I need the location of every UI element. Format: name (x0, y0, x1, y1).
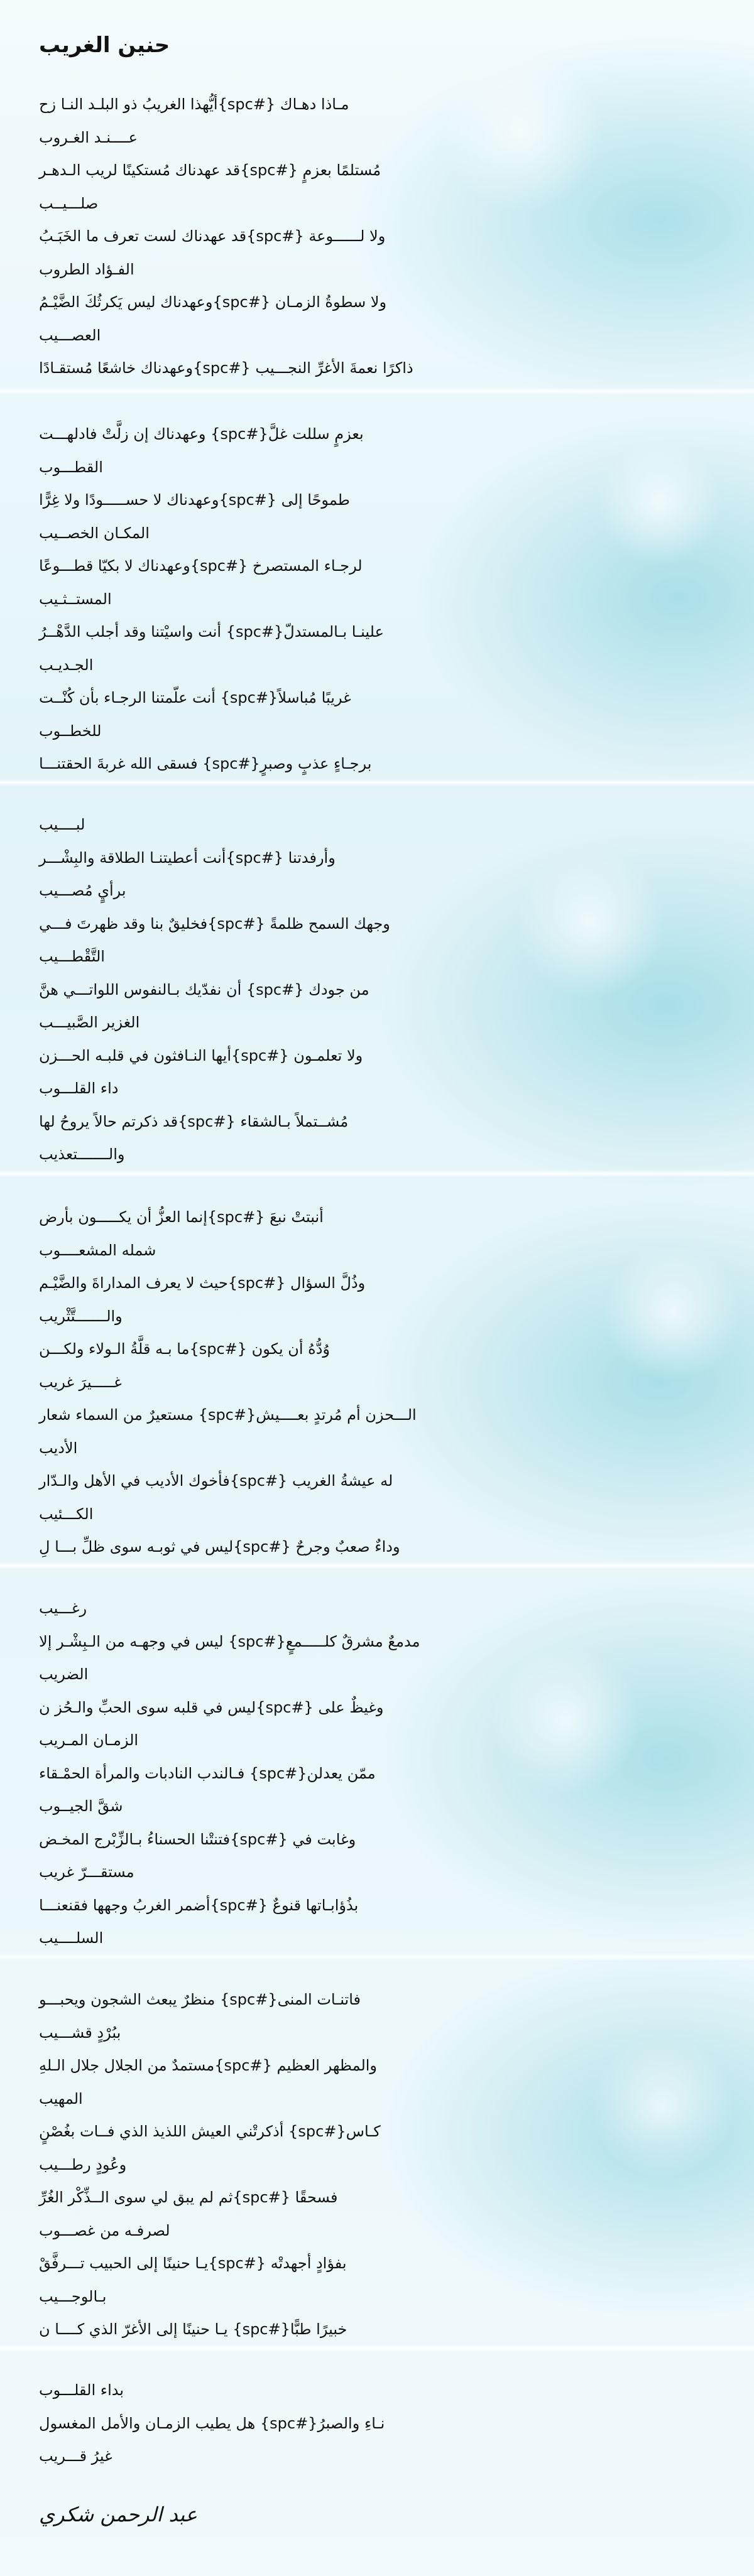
poem-section (39, 88, 692, 385)
poem-line: نـاءِ والصبرُ{#spc} هل يطيب الزمـان والأمل المغسول (39, 2414, 385, 2432)
poem-line: ولا لــــــوعة {#spc}قد عهدناك لست تعرف ما الخَبَـبُ (39, 227, 386, 245)
poem-line: أنبتتْ نبعَ {#spc}إنما العزُّ أن يكـــــون بأرض (39, 1208, 324, 1226)
poem-line: غـــــيرَ غريب (39, 1373, 122, 1391)
poem-line: فسحقًا {#spc}ثم لم يبق لي سوى الــذِّكْر الغُرِّ (39, 2189, 338, 2206)
poem-line: الفـؤاد الطروب (39, 260, 134, 278)
poem-line: داء القلـــوب (39, 1080, 119, 1097)
poem-line: لبــــيب (39, 816, 85, 833)
section-divider (0, 387, 754, 395)
poem-line: لرجـاء المستصرخ {#spc}وعهدناك لا بكيّا قطـــوعًا (39, 557, 363, 575)
poem-line: بذُؤابـاتها قنوعٌ {#spc}أضمر الغربُ وجهها فقنعنـــا (39, 1896, 359, 1914)
poem-line: ولا تعلمـون {#spc}أيها النـافثون في قلبـه الحـــزن (39, 1046, 363, 1064)
poem-line: الأديب (39, 1439, 78, 1457)
poem-line: عــــنـد الغـروب (39, 128, 138, 146)
author-signature: عبد الرحمن شكري (39, 2503, 198, 2526)
poem-line: والمظهر العظيم {#spc}مستمدٌ من الجلال جلال الـلهِ (39, 2057, 378, 2074)
poem-line: وغيظٌ على {#spc}ليس في قلبه سوى الحبِّ والـحُز ن (39, 1698, 384, 1716)
poem-line: الزمـان المـريب (39, 1731, 139, 1749)
poem-line: مدمعٌ مشرقٌ كلـــــمعٍ{#spc} ليس في وجهـه من الـبِشْـر إلا (39, 1632, 420, 1650)
poem-line: برجـاءٍ عذبٍ وصبرٍ{#spc} فسقى الله غربةَ الحقتنـــا (39, 755, 372, 772)
poem-line: شمله المشعــــوب (39, 1241, 156, 1259)
poem-line: من جودك {#spc} أن نفدّيك بـالنفوس اللواتـــي هنَّ (39, 980, 369, 998)
poem-line: له عيشةُ الغريب {#spc}فأخوك الأديب في الأهل والـدّار (39, 1472, 393, 1490)
poem-line: وداءٌ صعبٌ وجرحٌ {#spc}ليس في ثوبـه سوى ظلِّ بـــا لِ (39, 1538, 400, 1556)
poem-line: وجهك السمح ظلمةً {#spc}فخليقٌ بنا وقد ظهرتَ فـــي (39, 914, 390, 933)
poem-line: مـاذا دهـاك {#spc}أيُّهذا الغريبُ ذو البلـد النـا زح (39, 95, 349, 113)
poem-line: ببُرْدٍ قشـــيب (39, 2023, 121, 2042)
poem-line: الكـــئيب (39, 1505, 94, 1523)
poem-line: القطـــوب (39, 458, 103, 476)
poem-line: ولا سطوةُ الزمـان {#spc}وعهدناك ليس يَكرثُكَ الضَّيْـمُ (39, 293, 387, 311)
poem-line: مُشــتملاً بـالشقاء {#spc}قد ذكرتم حالاً يروحُ لها (39, 1112, 349, 1130)
poem-line: الغزير الصَّبيـــب (39, 1014, 140, 1031)
poem-line: والـــــــتعذيب (39, 1145, 125, 1163)
poem-line: وُدُّهُ أن يكون {#spc}ما بـه قلَّةُ الـولاء ولكـــن (39, 1340, 331, 1358)
poem-line: فاتنـات المنى{#spc} منظرٌ يبعث الشجون ويحبـــو (39, 1991, 361, 2008)
poem-line: التَّقْطـــيب (39, 948, 105, 965)
poem-section (39, 2374, 692, 2473)
poem-line: مستقـــرّ غريب (39, 1863, 134, 1881)
poem-line: بفؤادٍ أجهدتْه {#spc}يـا حنينًا إلى الحبيب تـــرفَّقْ (39, 2254, 347, 2272)
poem-line: طموحًا إلى {#spc}وعهدناك لا حســـــودًا ولا غِرًّا (39, 491, 350, 509)
poem-line: الجـديـب (39, 656, 94, 674)
poem-section (39, 1201, 692, 1564)
poem-line: ممّن يعدلن{#spc} فـالندب النادبات والمرأة الحمْـقاء (39, 1764, 376, 1782)
poem-section (39, 1592, 692, 1955)
poem-line: مُستلمًا بعزمٍ {#spc}قد عهدناك مُستكينًا لريب الـدهـر (39, 161, 381, 179)
poem-line: بـالوجـــيب (39, 2287, 107, 2305)
poem-line: المهيب (39, 2089, 83, 2108)
poem-line: رغـــيب (39, 1599, 87, 1617)
poem-title: حنين الغريب (39, 33, 170, 58)
poem-line: غريبًا مُباسلاً{#spc} أنت علّمتنا الرجـاء بأن كُنْــت (39, 689, 351, 706)
poem-line: المستــثـيب (39, 590, 112, 608)
section-divider (0, 1170, 754, 1177)
poem-line: وعُودٍ رطـــيب (39, 2155, 127, 2173)
poem-line: السلــــيب (39, 1929, 104, 1947)
poem-line: والـــــــتَّثْريب (39, 1307, 123, 1325)
poem-line: وذُلَّ السؤال {#spc}حيث لا يعرف المداراةَ والضَّيْـم (39, 1274, 366, 1292)
poem-line: خبيرًا طبًّا{#spc} يـا حنينًا إلى الأغرّ الذي كــــا ن (39, 2320, 347, 2338)
poem-line: كـاس{#spc} أذكرتْني العيش اللذيذ الذي فــات بغُصْنٍ (39, 2123, 381, 2140)
poem-line: صلـــيــب (39, 194, 99, 212)
poem-section (39, 1983, 692, 2346)
poem-line: شقَّ الجيــوب (39, 1797, 123, 1815)
poem-line: غيرُ قـــريب (39, 2447, 112, 2465)
poem-line: المكـان الخصــيب (39, 524, 150, 542)
poem-line: العصـــيب (39, 326, 101, 344)
poem-section (39, 808, 692, 1171)
poem-line: الـــحزن أم مُرتدٍ بعــــيش{#spc} مستعيرٌ من السماء شعار (39, 1406, 417, 1424)
poem-section (39, 418, 692, 781)
poem-line: ذاكرًا نعمةَ الأغرِّ النجـــيب {#spc}وعهدناك خاشعًا مُستقـادًا (39, 359, 413, 377)
poem-line: بداء القلـــوب (39, 2381, 124, 2399)
poem-line: لصرفـه من غصـــوب (39, 2221, 170, 2239)
poem-line: الضريب (39, 1665, 89, 1683)
poem-line: برأيٍ مُصـــيب (39, 882, 126, 899)
poem-line: بعزمٍ سللت غلَّ{#spc} وعهدناك إن زلَّتْ فادلهـــت (39, 425, 364, 443)
poem-line: وغابت في {#spc}فتنتْنا الحسناءُ بـالزِّبْرج المخـض (39, 1830, 356, 1848)
poem-line: علينـا بـالمستدلّ{#spc} أنت واسيْتنا وقد أجلب الدَّهْــرُ (39, 623, 384, 641)
poem-line: وأرفدتنا {#spc}أنت أعطيتنـا الطلاقة والبِشْـــر (39, 848, 336, 867)
poem-line: للخطــوب (39, 722, 102, 740)
